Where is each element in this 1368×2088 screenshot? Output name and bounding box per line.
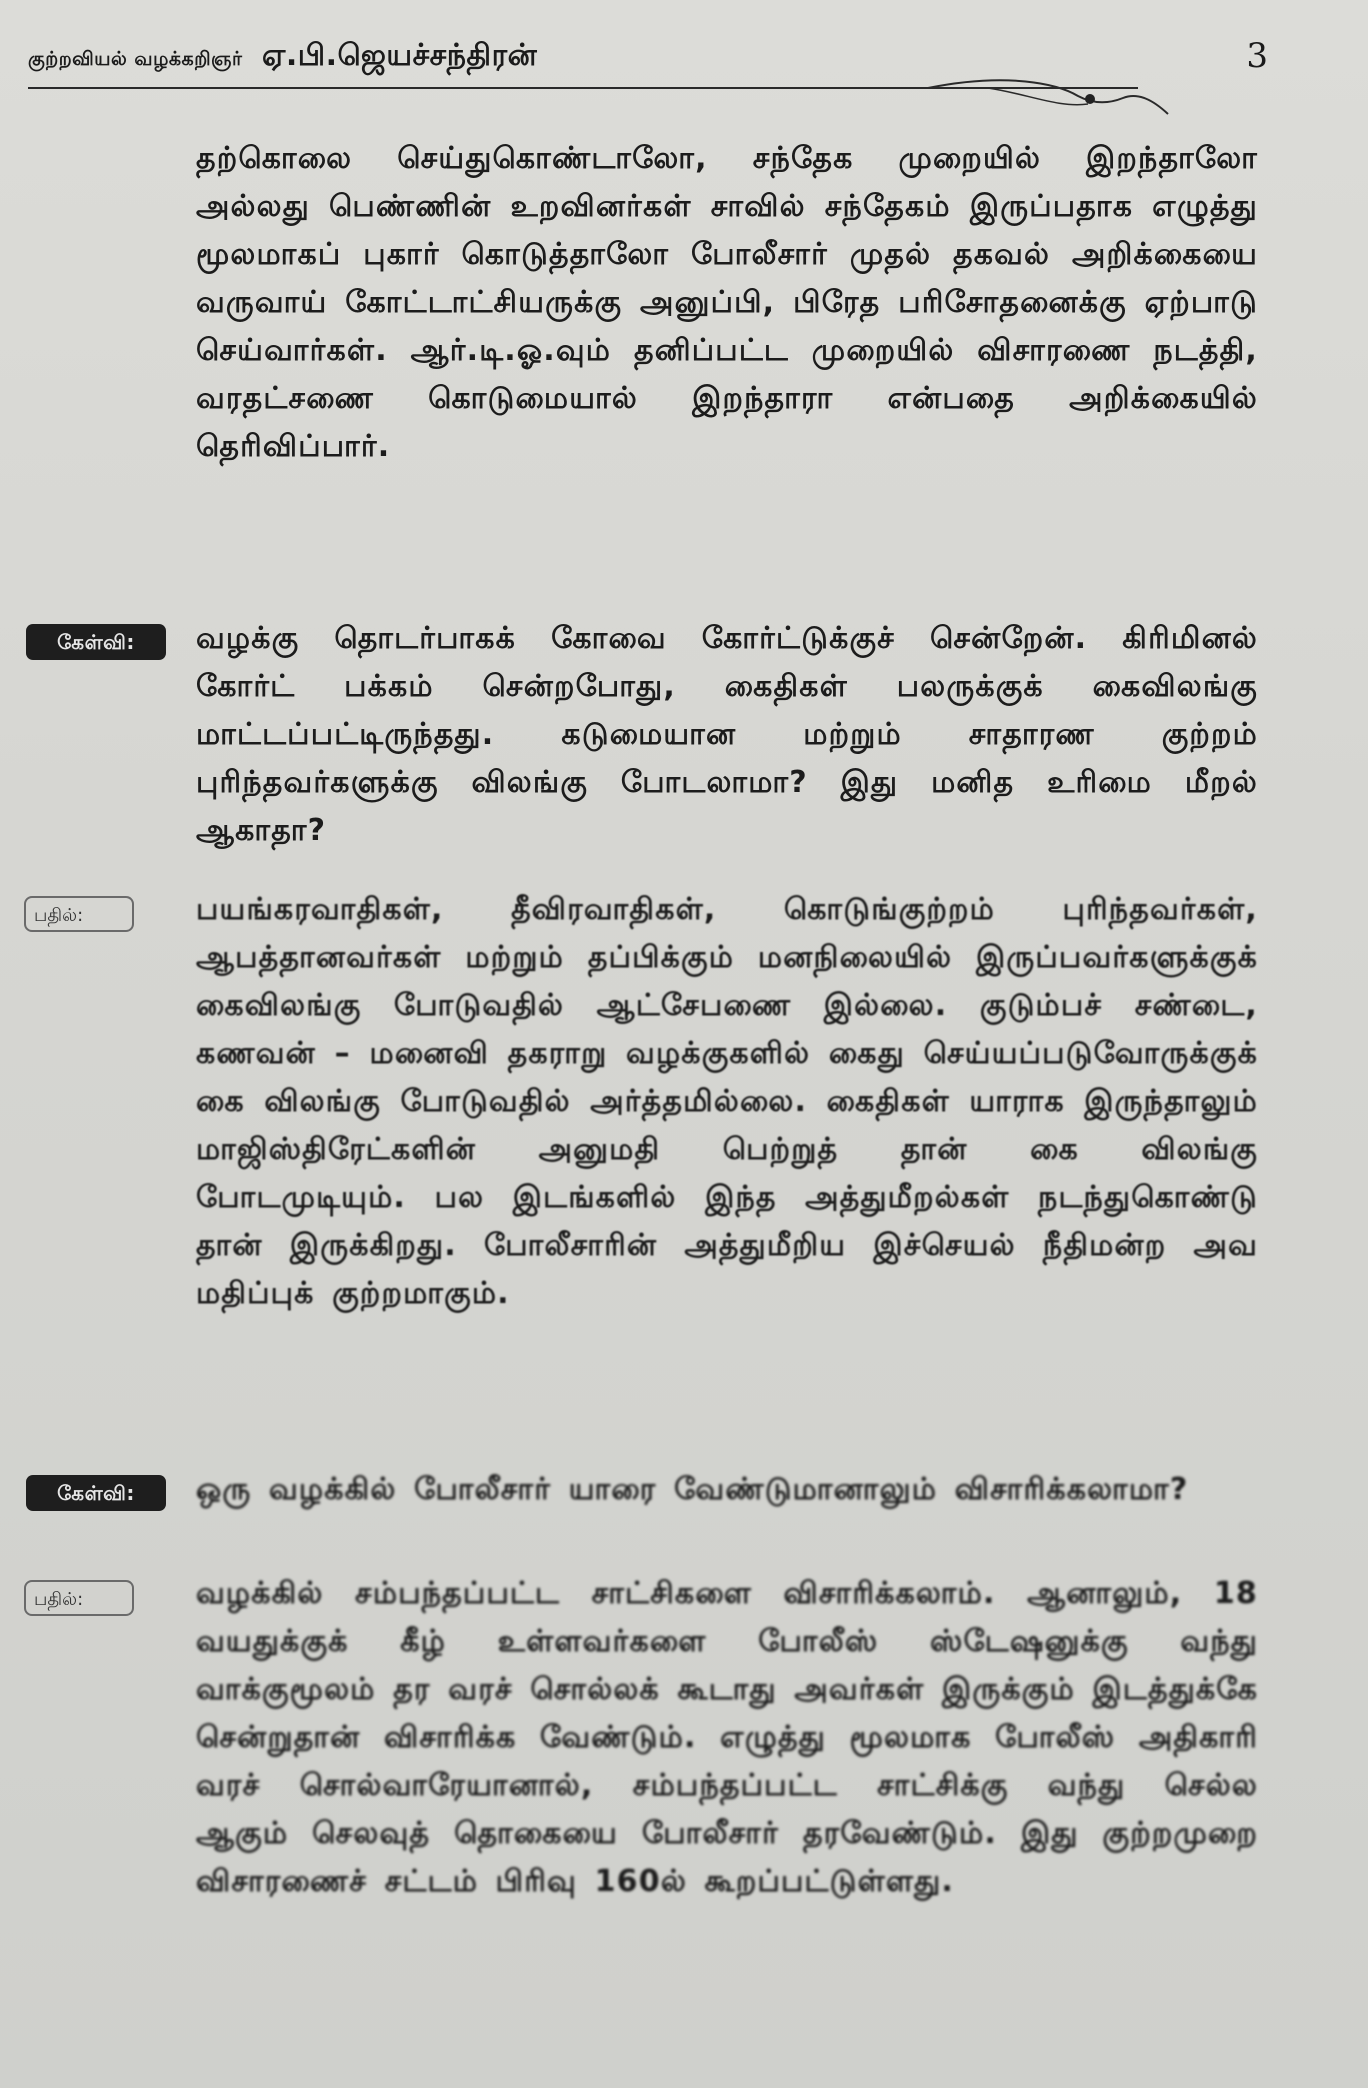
answer-tag-1: பதில்: xyxy=(24,896,134,932)
question-tag-1: கேள்வி: xyxy=(26,624,166,660)
intro-paragraph: தற்கொலை செய்துகொண்டாலோ, சந்தேக முறையில் இறந்தாலோ அல்லது பெண்ணின் உறவினர்கள் சாவில் சந்தேகம் இருப்பதாக எழுத்து மூலமாகப் புகார் கொடுத்தாலோ போலீசார் முதல் தகவல் அறிக்கையை வருவாய் கோட்டாட்சியருக்கு அனுப்பி, பிரேத பரிசோதனைக்கு ஏற்பாடு செய்வார்கள். ஆர்.டி.ஓ.வும் தனிப்பட்ட முறையில் விசாரணை நடத்தி, வரதட்சணை கொடுமையால் இறந்தாரா என்பதை அறிக்கையில் தெரிவிப்பார். xyxy=(196,141,1258,464)
question-2-text: ஒரு வழக்கில் போலீசார் யாரை வேண்டுமானாலும் விசாரிக்கலாமா? xyxy=(196,1472,1189,1507)
running-header xyxy=(28,30,1338,100)
answer-tag-2: பதில்: xyxy=(24,1580,134,1616)
header-title xyxy=(28,38,537,77)
answer-2-text: வழக்கில் சம்பந்தப்பட்ட சாட்சிகளை விசாரிக்கலாம். ஆனாலும், 18 வயதுக்குக் கீழ் உள்ளவர்களை போலீஸ் ஸ்டேஷனுக்கு வந்து வாக்குமூலம் தர வரச் சொல்லக் கூடாது அவர்கள் இருக்கும் இடத்துக்கே சென்றுதான் விசாரிக்க வேண்டும். எழுத்து மூலமாக போலீஸ் அதிகாரி வரச் சொல்வாரேயானால், சம்பந்தப்பட்ட சாட்சிக்கு வந்து செல்ல ஆகும் செலவுத் தொகையை போலீசார் தரவேண்டும். இது குற்றமுறை விசாரணைச் சட்டம் பிரிவு 160ல் கூறப்பட்டுள்ளது. xyxy=(196,1576,1258,1899)
question-1-text: வழக்கு தொடர்பாகக் கோவை கோர்ட்டுக்குச் சென்றேன். கிரிமினல் கோர்ட் பக்கம் சென்றபோது, கைதிகள் பலருக்குக் கைவிலங்கு மாட்டப்பட்டிருந்தது. கடுமையான மற்றும் சாதாரண குற்றம் புரிந்தவர்களுக்கு விலங்கு போடலாமா? இது மனித உரிமை மீறல் ஆகாதா? xyxy=(196,621,1258,848)
page-number: 3 xyxy=(1246,36,1268,76)
answer-1-text: பயங்கரவாதிகள், தீவிரவாதிகள், கொடுங்குற்றம் புரிந்தவர்கள், ஆபத்தானவர்கள் மற்றும் தப்பிக்கும் மனநிலையில் இருப்பவர்களுக்குக் கைவிலங்கு போடுவதில் ஆட்சேபணை இல்லை. குடும்பச் சண்டை, கணவன் – மனைவி தகராறு வழக்குகளில் கைது செய்யப்படுவோருக்குக் கை விலங்கு போடுவதில் அர்த்தமில்லை. கைதிகள் யாராக இருந்தாலும் மாஜிஸ்திரேட்களின் அனுமதி பெற்றுத் தான் கை விலங்கு போடமுடியும். பல இடங்களில் இந்த அத்துமீறல்கள் நடந்துகொண்டு தான் இருக்கிறது. போலீசாரின் அத்துமீறிய இச்செயல் நீதிமன்ற அவ மதிப்புக் குற்றமாகும். xyxy=(196,892,1258,1311)
header-ornament-rule xyxy=(28,74,1338,124)
author-name: ஏ.பி.ஜெயச்சந்திரன் xyxy=(261,38,538,73)
question-tag-2: கேள்வி: xyxy=(26,1475,166,1511)
series-title: குற்றவியல் வழக்கறிஞர் xyxy=(28,48,243,70)
